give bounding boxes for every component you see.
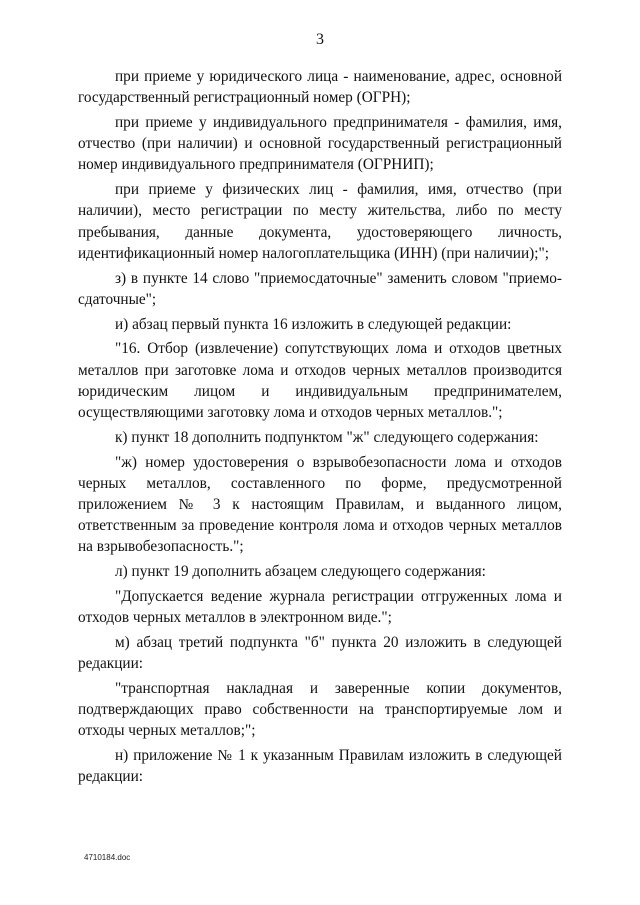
- paragraph-subclause-zh: "ж) номер удостоверения о взрывобезопасности лома и отходов черных металлов, составленного по форме, предусмотренной приложением № 3 к настоящим Правилам, и выданного лицом, ответственным за проведение контроля лома и отходов черных металлов на взрывобезопасность.";: [78, 453, 562, 556]
- paragraph-journal-electronic: "Допускается ведение журнала регистрации отгруженных лома и отходов черных металлов в электронном виде.";: [78, 588, 562, 627]
- paragraph-item-k: к) пункт 18 дополнить подпунктом "ж" следующего содержания:: [115, 428, 539, 446]
- page-number: 3: [316, 31, 324, 48]
- paragraph-waybill: "транспортная накладная и заверенные копии документов, подтверждающих право собственности на транспортируемые лом и отходы черных металлов;";: [78, 680, 562, 740]
- paragraph-clause-16: "16. Отбор (извлечение) сопутствующих лома и отходов цветных металлов при заготовке лома и отходов черных металлов производится юридическим лицом и индивидуальным предпринимателем, осуществляющими заготовку лома и отходов черных металлов.";: [78, 340, 562, 422]
- paragraph-legal-entity: при приеме у юридического лица - наименование, адрес, основной государственный регистрационный номер (ОГРН);: [78, 68, 562, 107]
- document-body: [78, 66, 562, 791]
- paragraph-item-m: м) абзац третий подпункта "б" пункта 20 изложить в следующей редакции:: [78, 634, 562, 673]
- paragraph-item-i: и) абзац первый пункта 16 изложить в следующей редакции:: [115, 315, 512, 333]
- paragraph-individuals: при приеме у физических лиц - фамилия, имя, отчество (при наличии), место регистрации по месту жительства, либо по месту пребывания, данные документа, удостоверяющего личность, идентификационный номер налогоплательщика (ИНН) (при наличии);";: [78, 181, 562, 262]
- paragraph-item-z: з) в пункте 14 слово "приемосдаточные" заменить словом "приемо-сдаточные";: [78, 269, 562, 308]
- paragraph-item-l: л) пункт 19 дополнить абзацем следующего содержания:: [115, 563, 486, 581]
- paragraph-individual-entrepreneur: при приеме у индивидуального предпринимателя - фамилия, имя, отчество (при наличии) и основной государственный регистрационный номер индивидуального предпринимателя (ОГРНИП);: [78, 114, 562, 174]
- footer-filename: 4710184.doc: [84, 853, 131, 862]
- paragraph-item-n: н) приложение № 1 к указанным Правилам изложить в следующей редакции:: [78, 747, 562, 786]
